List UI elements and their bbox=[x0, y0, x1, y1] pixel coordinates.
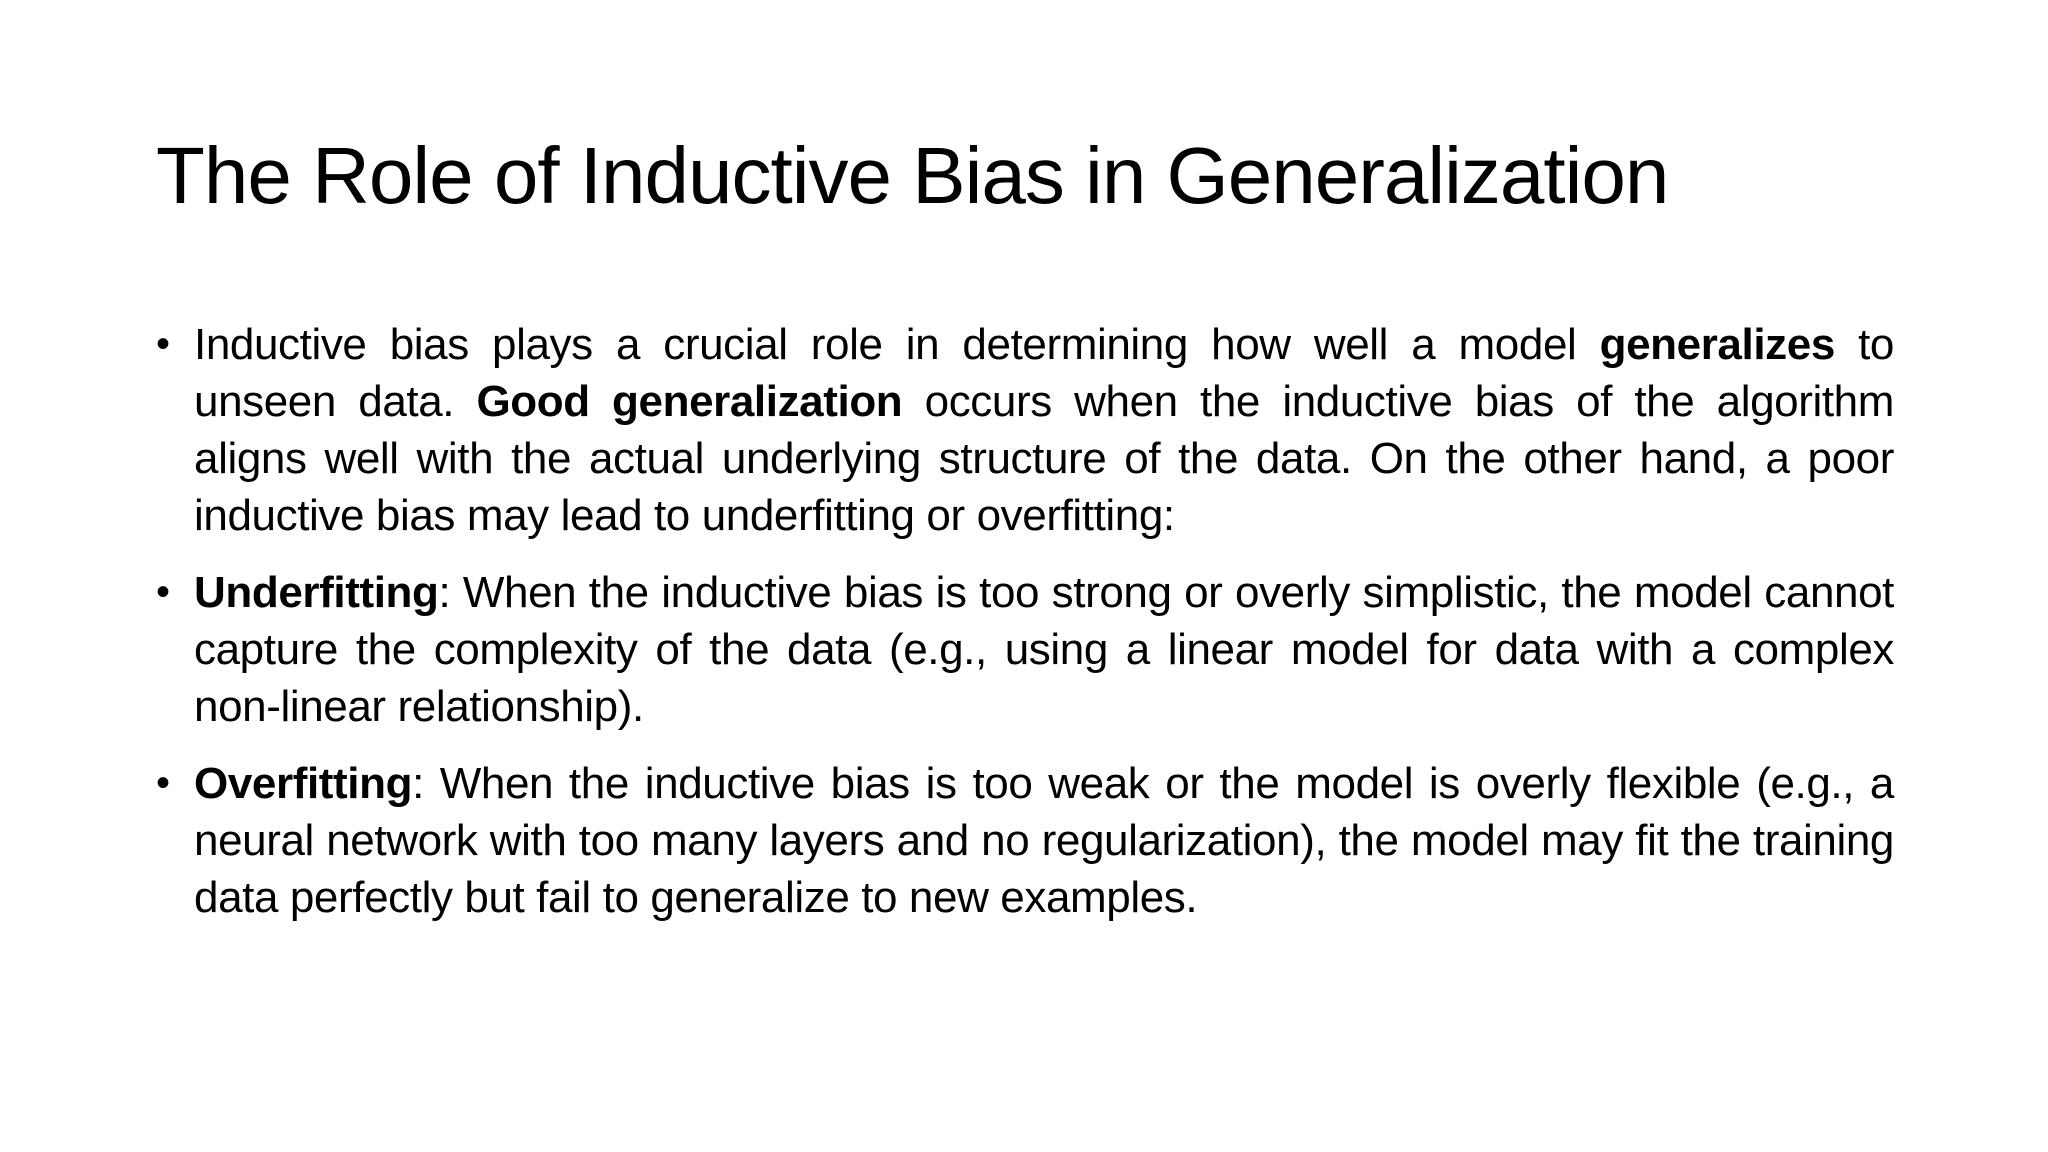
bullet-list bbox=[156, 316, 1894, 946]
text-run: occurs when the inductive bias of the algorithm aligns well with the actual underlying structure of the data. On the other hand, a poor inductive bias may lead to underfitting or overfitting: bbox=[194, 377, 1895, 540]
bullet-item-underfitting bbox=[156, 564, 1894, 735]
text-run: : When the inductive bias is too weak or the model is overly flexible (e.g., a neural network with too many layers and no regularization), the model may fit the training data perfectly but fail to generalize to new examples. bbox=[194, 759, 1894, 922]
bullet-marker: • bbox=[156, 761, 170, 805]
bold-text-run: Overfitting bbox=[194, 759, 413, 808]
text-run: : When the inductive bias is too strong or overly simplistic, the model cannot capture the complexity of the data (e.g., using a linear model for data with a complex non-linear relationship). bbox=[194, 568, 1894, 731]
text-run: Inductive bias plays a crucial role in determining how well a model bbox=[194, 320, 1600, 369]
bullet-item-generalization bbox=[156, 316, 1894, 544]
bullet-item-overfitting bbox=[156, 755, 1894, 926]
bullet-marker: • bbox=[156, 570, 170, 614]
text-run: to unseen data. bbox=[194, 320, 1894, 426]
bold-text-run: Underfitting bbox=[194, 568, 439, 617]
bullet-marker: • bbox=[156, 322, 170, 366]
slide-title: The Role of Inductive Bias in Generalization bbox=[156, 131, 1669, 220]
bold-text-run: Good generalization bbox=[476, 377, 903, 426]
bold-text-run: generalizes bbox=[1599, 320, 1835, 369]
